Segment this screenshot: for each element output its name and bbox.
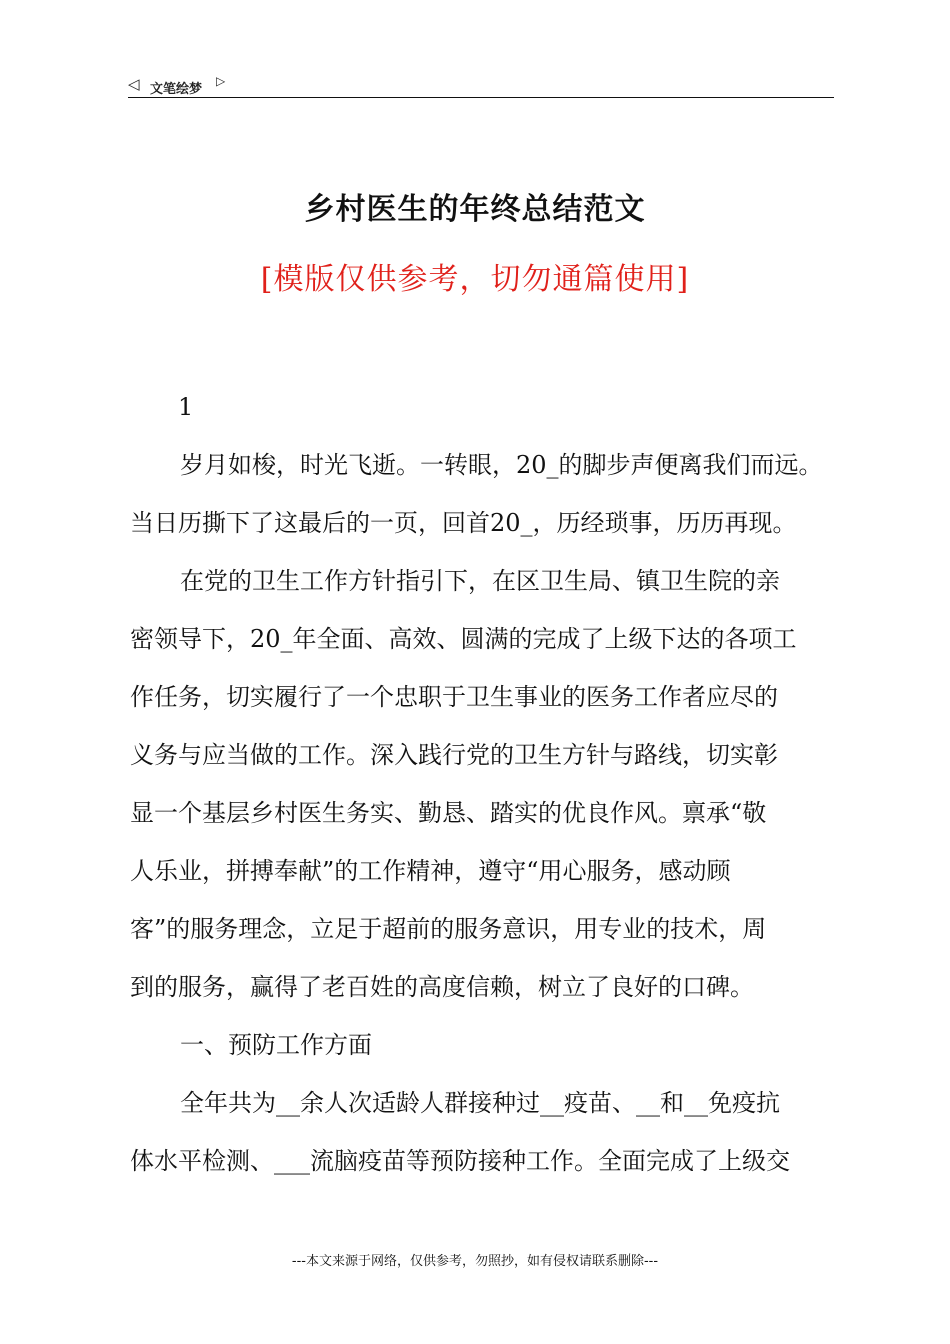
body-line: 在党的卫生工作方针指引下，在区卫生局、镇卫生院的亲 [180,567,780,595]
left-triangle-icon: ◁ [128,75,140,93]
body-line: 岁月如梭，时光飞逝。一转眼，20_的脚步声便离我们而远。 [180,451,823,479]
body-line: 人乐业，拼搏奉献”的工作精神，遵守“用心服务，感动顾 [130,857,731,885]
document-subtitle: [模版仅供参考，切勿通篇使用] [260,262,690,297]
page-header [128,74,834,100]
header-rule [128,97,834,98]
page-footer: ---本文来源于网络，仅供参考，勿照抄，如有侵权请联系删除--- [291,1254,659,1269]
body-line: 密领导下，20_年全面、高效、圆满的完成了上级下达的各项工 [130,625,797,653]
document-body [130,392,850,1204]
body-line: 义务与应当做的工作。深入践行党的卫生方针与路线，切实彰 [130,741,778,769]
section-heading: 一、预防工作方面 [180,1031,372,1059]
body-line: 全年共为__余人次适龄人群接种过__疫苗、__和__免疫抗 [180,1089,780,1117]
body-line: 当日历撕下了这最后的一页，回首20_，历经琐事，历历再现。 [130,509,797,537]
body-line: 体水平检测、___流脑疫苗等预防接种工作。全面完成了上级交 [130,1147,790,1175]
header-brand: 文笔绘梦 [150,82,203,97]
body-line: 作任务，切实履行了一个忠职于卫生事业的医务工作者应尽的 [130,683,778,711]
section-number: 1 [178,393,194,421]
body-line: 显一个基层乡村医生务实、勤恳、踏实的优良作风。禀承“敬 [130,799,767,827]
document-title: 乡村医生的年终总结范文 [304,192,646,227]
body-line: 客”的服务理念，立足于超前的服务意识，用专业的技术，周 [130,915,767,943]
body-line: 到的服务，赢得了老百姓的高度信赖，树立了良好的口碑。 [130,973,754,1001]
right-triangle-icon: ▷ [216,74,226,88]
